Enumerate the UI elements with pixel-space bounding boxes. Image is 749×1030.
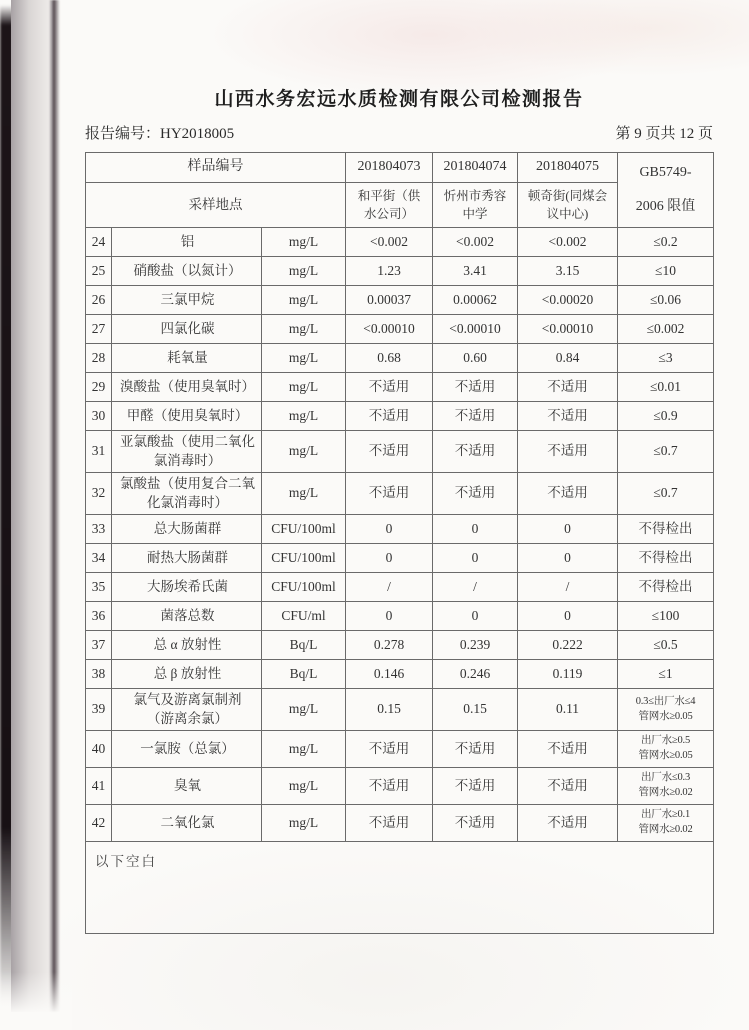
table-row (86, 631, 714, 660)
row-number: 35 (86, 573, 112, 602)
sample-1-value: 0 (346, 544, 433, 573)
sample-2-value: 0.00062 (433, 286, 518, 315)
parameter-name (112, 344, 262, 373)
row-number: 34 (86, 544, 112, 573)
sample-1-value: 不适用 (346, 805, 433, 842)
parameter-name (112, 473, 262, 515)
sample-2-value: 3.41 (433, 257, 518, 286)
table-row (86, 473, 714, 515)
table-row (86, 731, 714, 768)
sample-2-value: / (433, 573, 518, 602)
parameter-name (112, 515, 262, 544)
limit-line1: 不得检出 (638, 549, 693, 565)
parameter-name-line1: 二氧化氯 (160, 814, 215, 830)
sample-3-value: 0 (518, 515, 618, 544)
sample-3-value: / (518, 573, 618, 602)
limit-line1: 出厂水≤0.3 (641, 772, 690, 784)
unit-cell: mg/L (262, 473, 346, 515)
sample-1-value: 不适用 (346, 431, 433, 473)
unit-cell: mg/L (262, 731, 346, 768)
limit-cell (618, 515, 714, 544)
limit-header-line1: GB5749- (639, 164, 692, 180)
sample-2-value: <0.002 (433, 228, 518, 257)
parameter-name-line1: 亚氯酸盐（使用二氧化氯消毒时） (120, 434, 255, 468)
limit-cell (618, 473, 714, 515)
limit-cell (618, 286, 714, 315)
row-number: 26 (86, 286, 112, 315)
sample-3-value: 不适用 (518, 402, 618, 431)
sample-2-value: 0.246 (433, 660, 518, 689)
results-table (85, 152, 714, 934)
sample-1-value: <0.00010 (346, 315, 433, 344)
table-row (86, 257, 714, 286)
parameter-name-line1: 耗氧量 (167, 349, 208, 365)
scan-page-stack-edge (11, 0, 51, 1012)
parameter-name (112, 805, 262, 842)
parameter-name (112, 373, 262, 402)
sample-3-value: 0.84 (518, 344, 618, 373)
parameter-name (112, 768, 262, 805)
report-number-label: 报告编号： (85, 126, 161, 142)
limit-line1: 出厂水≥0.1 (641, 809, 690, 821)
unit-cell: mg/L (262, 315, 346, 344)
table-row (86, 315, 714, 344)
sample-3-value: 不适用 (518, 805, 618, 842)
sample-2-value: 0.15 (433, 689, 518, 731)
parameter-name (112, 431, 262, 473)
report-content (85, 0, 713, 934)
limit-cell (618, 573, 714, 602)
report-meta-row (85, 122, 713, 143)
sample-1-value: <0.002 (346, 228, 433, 257)
sample-1-value: 1.23 (346, 257, 433, 286)
row-number: 24 (86, 228, 112, 257)
parameter-name-line1: 三氯甲烷 (160, 291, 215, 307)
unit-cell: mg/L (262, 768, 346, 805)
limit-line1: ≤0.9 (653, 407, 678, 423)
parameter-name (112, 573, 262, 602)
limit-cell (618, 402, 714, 431)
table-row (86, 286, 714, 315)
table-row (86, 431, 714, 473)
sample-2-value: 0.239 (433, 631, 518, 660)
limit-line1: ≤1 (658, 665, 673, 681)
parameter-name (112, 631, 262, 660)
limit-line1: 不得检出 (638, 578, 693, 594)
limit-line1: ≤0.7 (653, 443, 678, 459)
parameter-name-line1: 溴酸盐（使用臭氧时） (120, 378, 255, 394)
location-3: 顿奇街(同煤会议中心) (518, 183, 618, 228)
sample-id-label: 样品编号 (86, 153, 346, 183)
limit-cell (618, 344, 714, 373)
unit-cell: mg/L (262, 373, 346, 402)
row-number: 41 (86, 768, 112, 805)
sample-3-value: <0.00010 (518, 315, 618, 344)
sample-1-value: 不适用 (346, 402, 433, 431)
table-row (86, 344, 714, 373)
row-number: 27 (86, 315, 112, 344)
limit-cell (618, 257, 714, 286)
parameter-name-line1: 四氯化碳 (160, 320, 215, 336)
scan-edge-bottom-fade (0, 972, 72, 1030)
unit-cell: mg/L (262, 344, 346, 373)
sample-2-value: 不适用 (433, 731, 518, 768)
unit-cell: mg/L (262, 431, 346, 473)
row-number: 30 (86, 402, 112, 431)
unit-cell: Bq/L (262, 631, 346, 660)
unit-cell: CFU/ml (262, 602, 346, 631)
parameter-name (112, 602, 262, 631)
sample-3-value: 不适用 (518, 473, 618, 515)
parameter-name-line1: 总大肠菌群 (153, 520, 222, 536)
row-number: 40 (86, 731, 112, 768)
sample-1-value: 0.278 (346, 631, 433, 660)
limit-cell (618, 544, 714, 573)
parameter-name-line1: 耐热大肠菌群 (147, 549, 228, 565)
sample-2-value: 不适用 (433, 473, 518, 515)
parameter-name-line1: 总 β 放射性 (153, 665, 222, 681)
parameter-name (112, 660, 262, 689)
sample-1-value: 不适用 (346, 768, 433, 805)
limit-line1: ≤10 (655, 262, 676, 278)
parameter-name-line2: （游离余氯） (147, 710, 228, 726)
blank-footer-row (86, 842, 714, 934)
parameter-name-line1: 大肠埃希氏菌 (147, 578, 228, 594)
sample-1-value: 0 (346, 515, 433, 544)
sample-1-value: 0.146 (346, 660, 433, 689)
sample-2-value: 0 (433, 544, 518, 573)
report-number (85, 122, 234, 143)
unit-cell: mg/L (262, 805, 346, 842)
page-indicator: 第 9 页共 12 页 (615, 126, 713, 142)
sample-3-value: 0 (518, 602, 618, 631)
unit-cell: Bq/L (262, 660, 346, 689)
table-row (86, 805, 714, 842)
table-row (86, 402, 714, 431)
sample-1-value: 0.00037 (346, 286, 433, 315)
parameter-name-line1: 菌落总数 (160, 607, 215, 623)
limit-cell (618, 660, 714, 689)
limit-line1: 出厂水≥0.5 (641, 735, 690, 747)
parameter-name-line1: 一氯胺（总氯） (140, 740, 235, 756)
unit-cell: mg/L (262, 228, 346, 257)
limit-line1: 不得检出 (638, 520, 693, 536)
location-2: 忻州市秀容中学 (433, 183, 518, 228)
parameter-name (112, 731, 262, 768)
sample-2-value: 不适用 (433, 402, 518, 431)
limit-header-line2: 2006 限值 (635, 198, 696, 214)
parameter-name-line1: 总 α 放射性 (153, 636, 222, 652)
report-title: 山西水务宏远水质检测有限公司检测报告 (214, 89, 584, 110)
sample-2-value: 不适用 (433, 431, 518, 473)
limit-line2: 管网水≥0.05 (638, 750, 693, 761)
sample-3-value: 3.15 (518, 257, 618, 286)
limit-cell (618, 689, 714, 731)
parameter-name-line1: 甲醛（使用臭氧时） (126, 407, 249, 423)
sample-3-value: 不适用 (518, 373, 618, 402)
parameter-name (112, 689, 262, 731)
sample-1-value: / (346, 573, 433, 602)
row-number: 36 (86, 602, 112, 631)
sample-1-value: 不适用 (346, 731, 433, 768)
sample-id-3: 201804075 (518, 153, 618, 183)
parameter-name-line1: 臭氧 (174, 777, 201, 793)
unit-cell: CFU/100ml (262, 515, 346, 544)
parameter-name (112, 228, 262, 257)
scan-edge-shadow-line (49, 0, 60, 1012)
row-number: 31 (86, 431, 112, 473)
row-number: 33 (86, 515, 112, 544)
sample-3-value: 0 (518, 544, 618, 573)
limit-line1: ≤0.06 (649, 291, 682, 307)
parameter-name-line1: 氯气及游离氯制剂 (133, 692, 242, 708)
sample-1-value: 不适用 (346, 473, 433, 515)
limit-line1: 0.3≤出厂水≤4 (635, 695, 696, 707)
sample-2-value: 不适用 (433, 768, 518, 805)
limit-cell (618, 805, 714, 842)
limit-line1: ≤0.5 (653, 636, 678, 652)
row-number: 38 (86, 660, 112, 689)
limit-line1: ≤100 (651, 607, 680, 623)
unit-cell: mg/L (262, 689, 346, 731)
limit-line2: 管网水≥0.02 (638, 787, 693, 798)
sample-1-value: 不适用 (346, 373, 433, 402)
limit-column-header (618, 153, 714, 228)
sample-2-value: 不适用 (433, 373, 518, 402)
parameter-name-line1: 铝 (180, 233, 195, 249)
parameter-name-line1: 硝酸盐（以氮计） (133, 262, 242, 278)
limit-cell (618, 431, 714, 473)
row-number: 25 (86, 257, 112, 286)
limit-line1: ≤0.2 (653, 233, 678, 249)
table-row (86, 689, 714, 731)
blank-note: 以下空白 (86, 842, 714, 934)
sample-3-value: <0.00020 (518, 286, 618, 315)
sample-3-value: 不适用 (518, 431, 618, 473)
limit-cell (618, 602, 714, 631)
row-number: 39 (86, 689, 112, 731)
sample-1-value: 0.68 (346, 344, 433, 373)
sample-1-value: 0 (346, 602, 433, 631)
row-number: 32 (86, 473, 112, 515)
limit-line2: 管网水≥0.02 (638, 824, 693, 835)
parameter-name (112, 286, 262, 315)
limit-cell (618, 315, 714, 344)
sampling-location-label: 采样地点 (86, 183, 346, 228)
unit-cell: mg/L (262, 257, 346, 286)
unit-cell: mg/L (262, 402, 346, 431)
sample-2-value: 0.60 (433, 344, 518, 373)
table-row (86, 768, 714, 805)
sample-2-value: 0 (433, 602, 518, 631)
table-row (86, 515, 714, 544)
unit-cell: CFU/100ml (262, 573, 346, 602)
limit-line1: ≤0.002 (646, 320, 685, 336)
sample-2-value: <0.00010 (433, 315, 518, 344)
limit-line1: ≤3 (658, 349, 673, 365)
table-row (86, 228, 714, 257)
sample-3-value: 0.222 (518, 631, 618, 660)
row-number: 28 (86, 344, 112, 373)
report-number-value: HY2018005 (160, 126, 235, 142)
sample-3-value: 不适用 (518, 768, 618, 805)
limit-cell (618, 373, 714, 402)
sample-3-value: 不适用 (518, 731, 618, 768)
sample-1-value: 0.15 (346, 689, 433, 731)
table-row (86, 373, 714, 402)
parameter-name (112, 257, 262, 286)
parameter-name-line1: 氯酸盐（使用复合二氧化氯消毒时） (120, 476, 255, 510)
parameter-name (112, 544, 262, 573)
location-1: 和平街（供水公司） (346, 183, 433, 228)
table-row (86, 544, 714, 573)
parameter-name (112, 402, 262, 431)
table-row (86, 660, 714, 689)
limit-line1: ≤0.01 (649, 378, 682, 394)
row-number: 29 (86, 373, 112, 402)
limit-cell (618, 731, 714, 768)
sample-id-1: 201804073 (346, 153, 433, 183)
sample-3-value: <0.002 (518, 228, 618, 257)
limit-line2: 管网水≥0.05 (638, 710, 693, 722)
limit-line1: ≤0.7 (653, 485, 678, 501)
row-number: 42 (86, 805, 112, 842)
sample-2-value: 不适用 (433, 805, 518, 842)
sample-id-2: 201804074 (433, 153, 518, 183)
header-row-sample-id (86, 153, 714, 183)
unit-cell: mg/L (262, 286, 346, 315)
limit-cell (618, 631, 714, 660)
sample-3-value: 0.11 (518, 689, 618, 731)
table-row (86, 602, 714, 631)
unit-cell: CFU/100ml (262, 544, 346, 573)
limit-cell (618, 228, 714, 257)
row-number: 37 (86, 631, 112, 660)
limit-cell (618, 768, 714, 805)
table-row (86, 573, 714, 602)
parameter-name (112, 315, 262, 344)
sample-3-value: 0.119 (518, 660, 618, 689)
sample-2-value: 0 (433, 515, 518, 544)
